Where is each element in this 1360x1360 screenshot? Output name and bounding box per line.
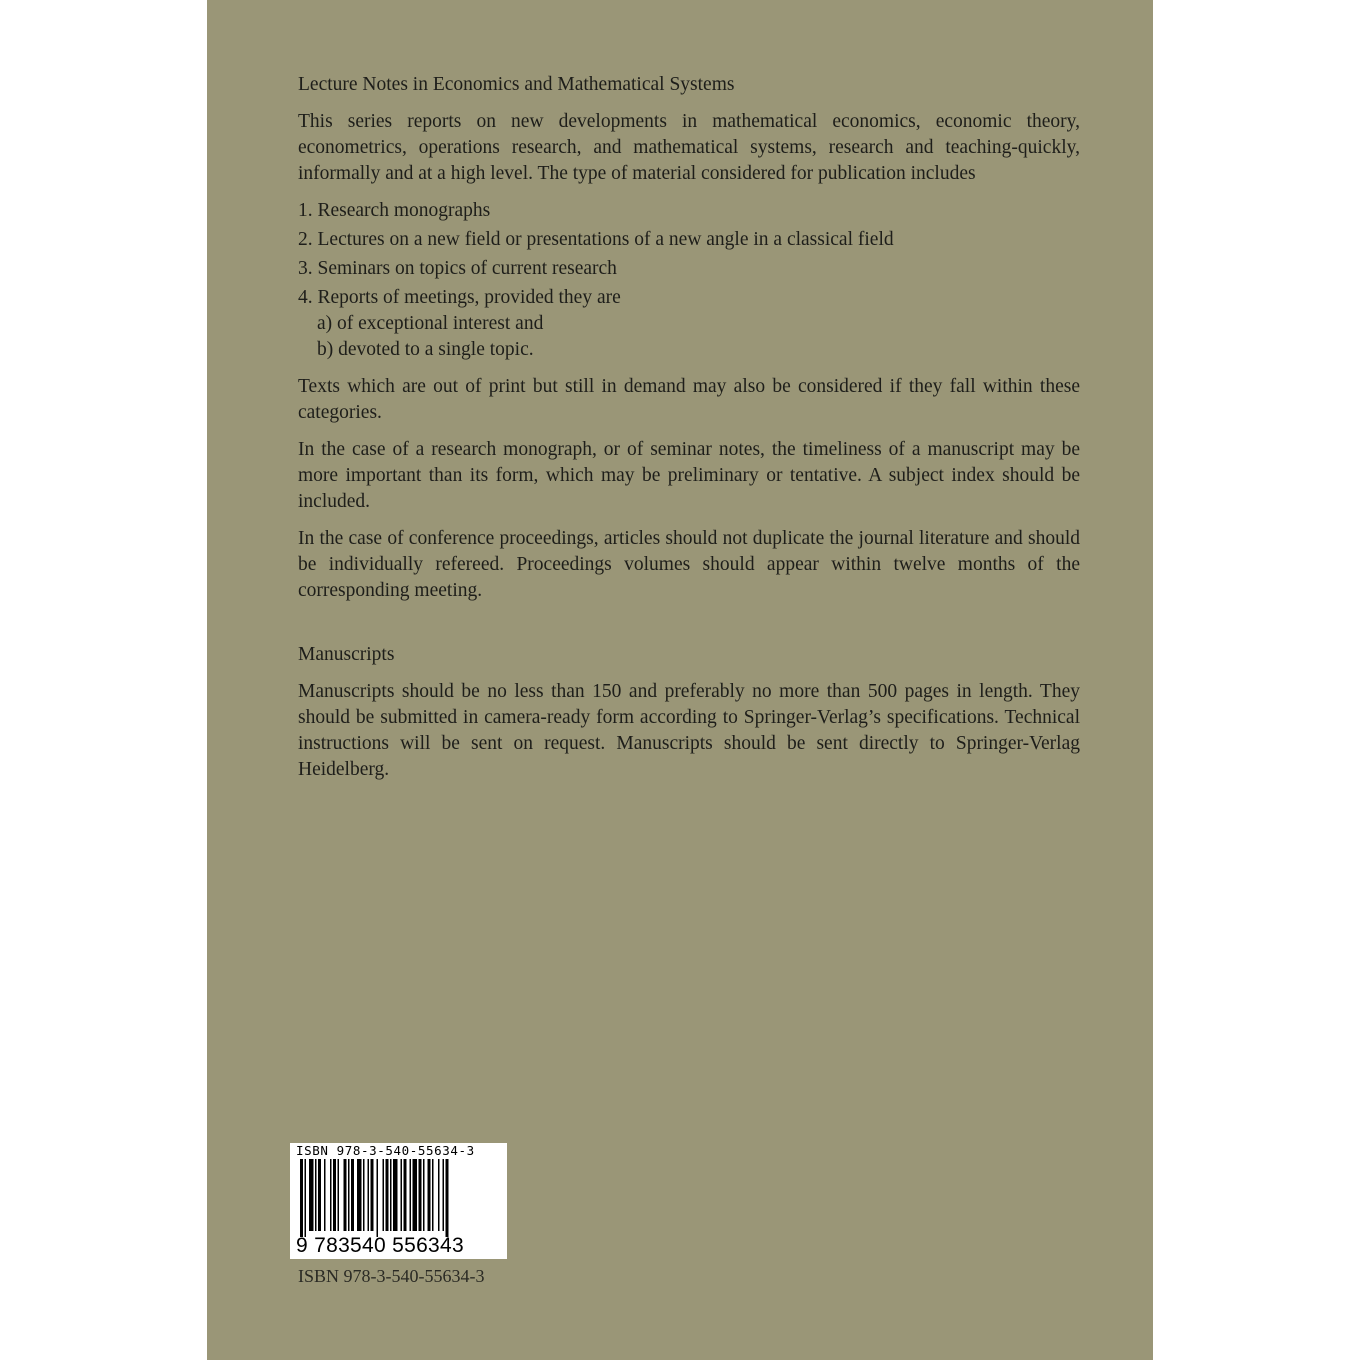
publication-types-list xyxy=(298,198,1080,363)
barcode-bar xyxy=(428,1159,431,1231)
list-item: 2. Lectures on a new field or presentations of a new angle in a classical field xyxy=(298,229,894,250)
barcode-bar xyxy=(338,1159,340,1231)
barcode-digits: 9 783540 556343 xyxy=(296,1234,464,1257)
barcode-bar xyxy=(404,1159,407,1231)
sub-list-item: b) devoted to a single topic. xyxy=(317,339,534,360)
out-of-print-paragraph: Texts which are out of print but still in demand may also be considered if they fall within these categories. xyxy=(298,376,1080,423)
barcode-bar xyxy=(324,1159,326,1231)
isbn-barcode xyxy=(290,1143,507,1259)
barcode-bar xyxy=(393,1159,398,1231)
barcode-bar xyxy=(305,1159,307,1237)
barcode-bar xyxy=(432,1159,434,1231)
barcode-bar xyxy=(348,1159,350,1231)
barcode-bar xyxy=(446,1159,449,1237)
barcode-bar xyxy=(368,1159,370,1231)
manuscripts-paragraph: Manuscripts should be no less than 150 and preferably no more than 500 pages in length. They should be submitted in camera-ready form according to Springer-Verlag’s specifications. Technical instructions will be sent on request. Manuscripts should be sent directly to Springer-Verlag Heidelberg. xyxy=(298,681,1080,780)
barcode-bar xyxy=(390,1159,392,1231)
barcode-bar xyxy=(318,1159,321,1231)
barcode-bar xyxy=(383,1159,385,1231)
barcode-isbn-label: ISBN 978-3-540-55634-3 xyxy=(296,1143,475,1158)
barcode-bar xyxy=(371,1159,374,1231)
barcode-bar xyxy=(357,1159,362,1231)
barcode-bar xyxy=(300,1159,303,1237)
barcode-bar xyxy=(410,1159,412,1231)
barcode-bar xyxy=(333,1159,336,1231)
manuscripts-heading: Manuscripts xyxy=(298,644,395,665)
barcode-bar xyxy=(377,1159,379,1237)
barcode-bar xyxy=(419,1159,422,1231)
barcode-bar xyxy=(330,1159,332,1231)
barcode-bar xyxy=(344,1159,347,1231)
barcode-bar xyxy=(363,1159,365,1231)
series-title: Lecture Notes in Economics and Mathematical Systems xyxy=(298,74,735,95)
isbn-footer: ISBN 978-3-540-55634-3 xyxy=(298,1266,485,1286)
sub-list xyxy=(298,311,1080,363)
intro-paragraph: This series reports on new developments in mathematical economics, economic theory, econometrics, operations research, and mathematical systems, research and teaching-quickly, informally and at a high level. The type of material considered for publication includes xyxy=(298,111,1080,184)
barcode-bar xyxy=(401,1159,403,1231)
list-item: 1. Research monographs xyxy=(298,200,491,221)
barcode-bar xyxy=(315,1159,317,1231)
back-cover xyxy=(207,0,1153,1360)
back-cover-text xyxy=(298,72,1080,794)
barcode-bar xyxy=(309,1159,314,1231)
barcode-bars xyxy=(298,1159,498,1239)
proceedings-paragraph: In the case of conference proceedings, articles should not duplicate the journal literature and should be individually refereed. Proceedings volumes should appear within twelve months of the corresponding meeting. xyxy=(298,528,1080,601)
barcode-bar xyxy=(413,1159,418,1231)
sub-list-item: a) of exceptional interest and xyxy=(317,313,544,334)
barcode-bar xyxy=(351,1159,354,1231)
barcode-bar xyxy=(423,1159,425,1231)
list-item: 4. Reports of meetings, provided they are xyxy=(298,287,621,308)
barcode-bar xyxy=(443,1159,445,1231)
barcode-bar xyxy=(438,1159,440,1231)
monograph-paragraph: In the case of a research monograph, or of seminar notes, the timeliness of a manuscript may be more important than its form, which may be preliminary or tentative. A subject index should be included. xyxy=(298,439,1080,512)
barcode-bar xyxy=(386,1159,389,1231)
list-item: 3. Seminars on topics of current research xyxy=(298,258,617,279)
